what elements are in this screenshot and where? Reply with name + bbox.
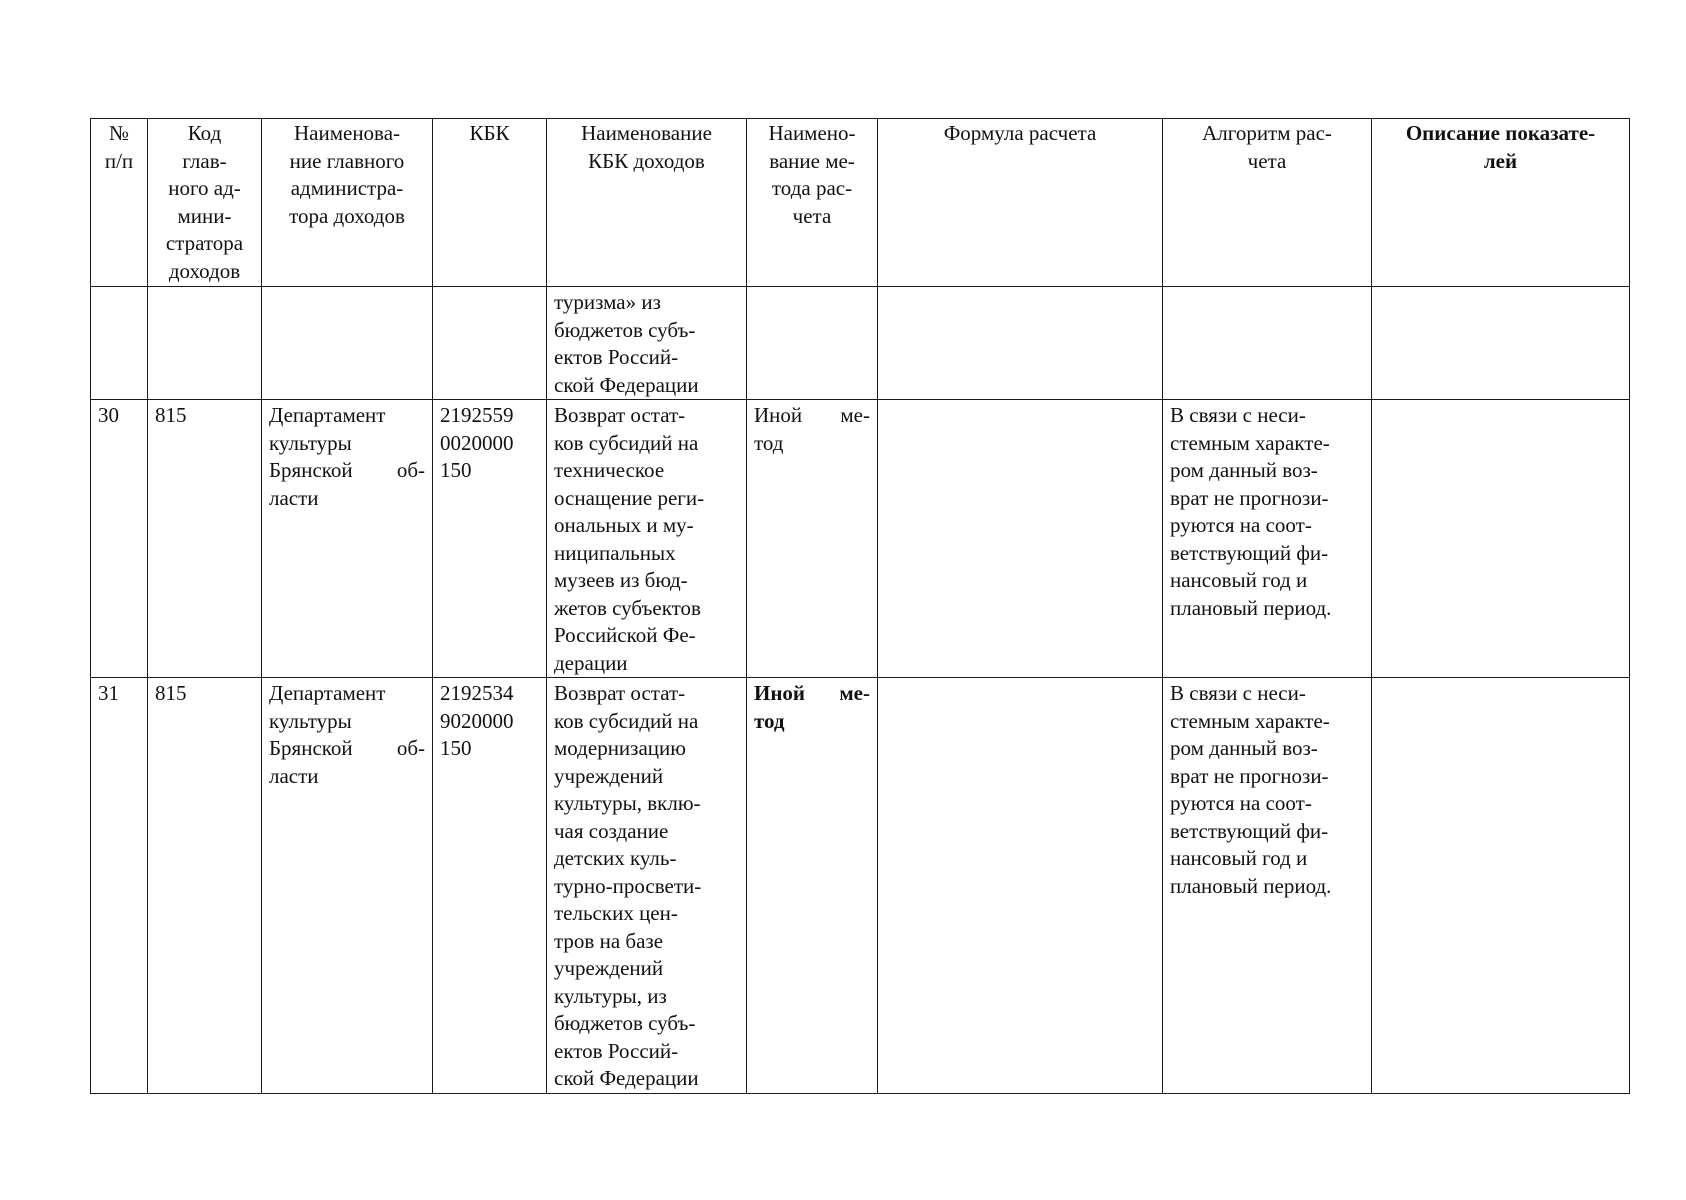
cell-kbk-name: Возврат остат- ков субсидий на модернизацию учреждений культуры, вклю- чая создание детских куль- турно-просвети- тельских цен- тров на базе учреждений культуры, из бюджетов субъ- ектов Россий- ской Федерации bbox=[547, 678, 747, 1094]
cell-kbk: 2192559 0020000 150 bbox=[433, 400, 547, 678]
cell-num: 30 bbox=[91, 400, 148, 678]
cell-formula bbox=[878, 678, 1163, 1094]
admin-name-justified-line: Брянской об- bbox=[269, 458, 425, 482]
cell-admin-name: Департамент культуры Брянской об- ласти bbox=[262, 678, 433, 1094]
cell-admin-name: Департамент культуры Брянской об- ласти bbox=[262, 400, 433, 678]
cell-num bbox=[91, 287, 148, 400]
cell-method: Иной ме- тод bbox=[747, 678, 878, 1094]
cell-admin-code bbox=[148, 287, 262, 400]
cell-kbk-name: Возврат остат- ков субсидий на техническое оснащение реги- ональных и му- ниципальных музеев из бюд- жетов субъектов Российской Фе- дерации bbox=[547, 400, 747, 678]
header-kbk-name: Наименование КБК доходов bbox=[547, 119, 747, 287]
cell-method: Иной ме- тод bbox=[747, 400, 878, 678]
header-admin-name: Наименова- ние главного администра- тора доходов bbox=[262, 119, 433, 287]
cell-formula bbox=[878, 287, 1163, 400]
method-justified-line: Иной ме- bbox=[754, 681, 870, 705]
header-method: Наимено- вание ме- тода рас- чета bbox=[747, 119, 878, 287]
cell-method bbox=[747, 287, 878, 400]
admin-name-justified-line: Брянской об- bbox=[269, 736, 425, 760]
table-row bbox=[91, 678, 1630, 1094]
header-description: Описание показате- лей bbox=[1372, 119, 1630, 287]
cell-kbk: 2192534 9020000 150 bbox=[433, 678, 547, 1094]
method-justified-line: Иной ме- bbox=[754, 403, 870, 427]
header-admin-code: Код глав- ного ад- мини- стратора доходов bbox=[148, 119, 262, 287]
header-formula: Формула расчета bbox=[878, 119, 1163, 287]
header-kbk: КБК bbox=[433, 119, 547, 287]
cell-algorithm: В связи с неси- стемным характе- ром данный воз- врат не прогнози- руются на соот- ветствующий фи- нансовый год и плановый период. bbox=[1163, 678, 1372, 1094]
header-algorithm: Алгоритм рас- чета bbox=[1163, 119, 1372, 287]
cell-description bbox=[1372, 678, 1630, 1094]
cell-kbk bbox=[433, 287, 547, 400]
table-row bbox=[91, 400, 1630, 678]
cell-description bbox=[1372, 400, 1630, 678]
cell-admin-code: 815 bbox=[148, 400, 262, 678]
header-num: № п/п bbox=[91, 119, 148, 287]
cell-admin-name bbox=[262, 287, 433, 400]
cell-admin-code: 815 bbox=[148, 678, 262, 1094]
cell-kbk-name: туризма» из бюджетов субъ- ектов Россий- ской Федерации bbox=[547, 287, 747, 400]
table-row-continuation bbox=[91, 287, 1630, 400]
cell-description bbox=[1372, 287, 1630, 400]
revenue-methods-table bbox=[90, 118, 1630, 1094]
cell-num: 31 bbox=[91, 678, 148, 1094]
cell-formula bbox=[878, 400, 1163, 678]
table-header-row bbox=[91, 119, 1630, 287]
cell-algorithm: В связи с неси- стемным характе- ром данный воз- врат не прогнози- руются на соот- ветствующий фи- нансовый год и плановый период. bbox=[1163, 400, 1372, 678]
cell-algorithm bbox=[1163, 287, 1372, 400]
